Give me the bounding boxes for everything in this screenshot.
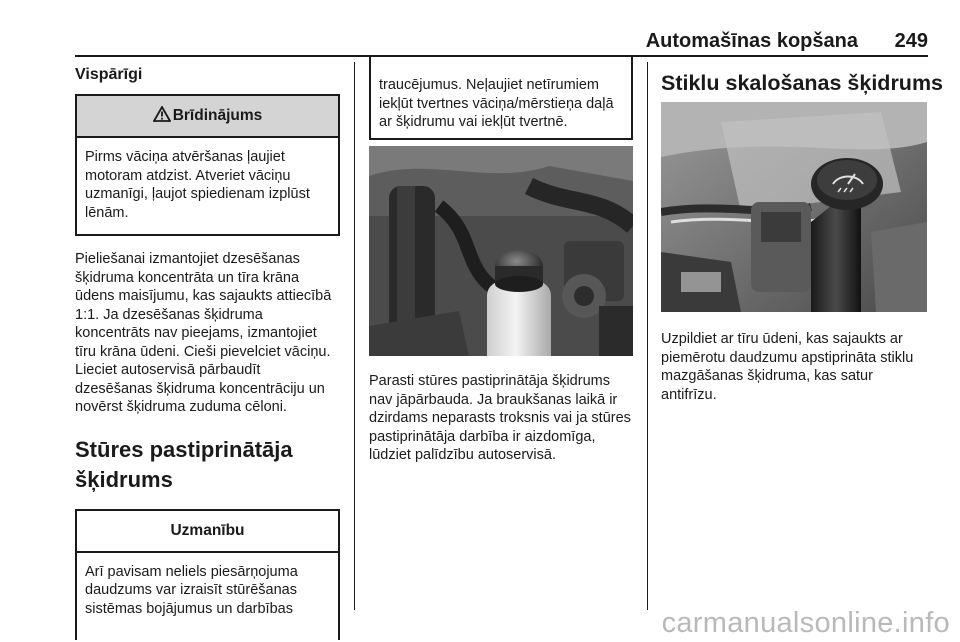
washer-fluid-reservoir-photo <box>661 102 927 312</box>
warning-box <box>75 94 340 236</box>
page-number: 249 <box>894 30 928 52</box>
column-divider-1 <box>354 62 355 610</box>
power-steering-reservoir-photo <box>369 146 633 356</box>
watermark-logo: carmanualsonline.info <box>661 607 950 639</box>
warning-text: Pirms vāciņa atvēršanas ļaujiet motoram atdzist. Atveriet vāciņu uzmanīgi, ļaujot spiedienam izplūst lēnām. <box>85 149 310 221</box>
section-heading-general: Vispārīgi <box>75 66 143 83</box>
caution-continued-text: traucējumus. Neļaujiet netīrumiem iekļūt tvertnes vāciņa/mērstieņa daļā ar šķidrumu vai iekļūt tvertnē. <box>379 77 614 130</box>
power-steering-heading: Stūres pastiprinātāja šķidrums <box>75 436 293 492</box>
warning-box-title <box>77 96 338 138</box>
column-2-lower <box>369 372 633 465</box>
caution-text: Arī pavisam neliels piesārņojuma daudzums var izraisīt stūrēšanas sistēmas bojājumus un darbības <box>85 563 298 617</box>
power-steering-paragraph: Parasti stūres pastiprinātāja šķidrums nav jāpārbauda. Ja braukšanas laikā ir dzirdams neparasts troksnis vai ja stūres pastiprinātāja darbība ir aizdomīga, lūdziet palīdzību autoservisā. <box>369 373 631 463</box>
washer-fluid-heading: Stiklu skalošanas šķidrums <box>661 71 944 95</box>
coolant-paragraph: Pieliešanai izmantojiet dzesēšanas šķidruma koncentrāta un tīra krāna ūdens maisījumu, kas sajaukts attiecībā 1:1. Ja dzesēšanas šķidruma koncentrāts nav pieejams, izmantojiet tīru krāna ūdeni. Cieši pievelciet vāciņu. Lieciet autoservisā pārbaudīt dzesēšanas šķidruma koncentrāciju un novērst šķidruma zuduma cēloni. <box>75 251 332 415</box>
warning-triangle-icon <box>153 106 171 127</box>
column-3-lower <box>661 330 927 404</box>
column-divider-2 <box>647 62 648 610</box>
running-header-title: Automašīnas kopšana <box>645 30 858 52</box>
caution-box <box>75 509 340 627</box>
caution-box-continued <box>369 56 633 140</box>
washer-fluid-paragraph: Uzpildiet ar tīru ūdeni, kas sajaukts ar piemērotu daudzumu apstiprināta stiklu mazgāšanas šķidruma, kas satur antifrīzu. <box>661 331 914 403</box>
warning-title-text: Brīdinājums <box>172 107 263 124</box>
column-1 <box>75 62 340 640</box>
caution-box-title: Uzmanību <box>77 511 338 553</box>
column-2 <box>369 56 633 140</box>
